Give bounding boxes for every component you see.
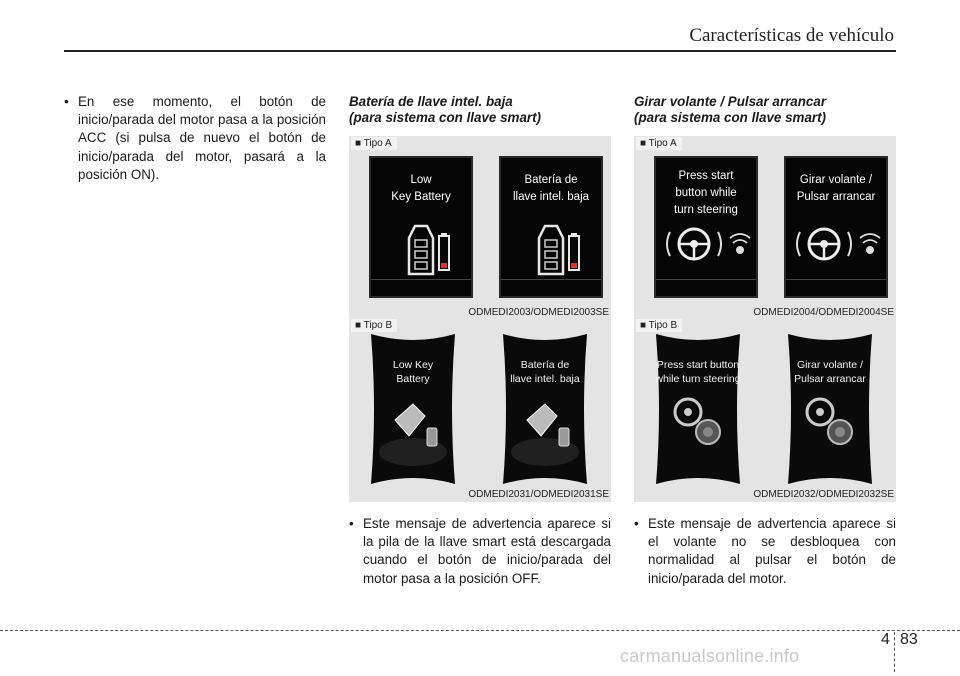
smart-key-battery-icon: [393, 222, 453, 282]
page-number: 83: [900, 631, 918, 648]
smart-key-battery-icon: [523, 222, 583, 282]
figure-turn-steering-tipo-a: [634, 136, 896, 320]
figure-code: ODMEDI2004/ODMEDI2004SE: [753, 307, 894, 318]
middle-text: Este mensaje de advertencia aparece si la pila de la llave smart está descargada cuando el botón de inicio/parada del motor pasa a la posición OFF.: [363, 516, 611, 586]
cluster-panel-english: Press start button while turn steering: [650, 332, 746, 486]
cluster-screen-spanish: Girar volante / Pulsar arrancar: [784, 156, 888, 298]
section-title: Características de vehículo: [689, 25, 894, 46]
cluster-panel-english: Low Key Battery: [365, 332, 461, 486]
figure-code: ODMEDI2003/ODMEDI2003SE: [468, 307, 609, 318]
cluster-screen-english: Press start button while turn steering: [654, 156, 758, 298]
bullet: •: [634, 516, 639, 531]
right-text: Este mensaje de advertencia aparece si el volante no se desbloquea con normalidad al pulsar el botón de inicio/parada del motor.: [648, 516, 896, 586]
bullet: •: [349, 516, 354, 531]
right-paragraph: [634, 515, 896, 588]
tipo-a-tag: ■ Tipo A: [351, 137, 397, 150]
figure-code: ODMEDI2031/ODMEDI2031SE: [468, 489, 609, 500]
page-separator: [894, 632, 895, 672]
left-paragraph: [64, 93, 326, 184]
steering-wheel-icon: [794, 224, 882, 264]
left-text: En ese momento, el botón de inicio/parada del motor pasa a la posición ACC (si pulsa de nuevo el botón de inicio/parada del motor, pasará a la posición ON).: [78, 94, 326, 182]
tipo-b-tag: ■ Tipo B: [636, 319, 682, 332]
steering-wheel-icon: [664, 224, 752, 264]
middle-figure-title: Batería de llave intel. baja (para sistema con llave smart): [349, 94, 542, 125]
bullet: •: [64, 94, 69, 109]
cluster-panel-spanish: Girar volante / Pulsar arrancar: [782, 332, 878, 486]
battery-icon: [559, 428, 569, 446]
chapter-number: 4: [881, 631, 890, 648]
figure-turn-steering-tipo-b: [634, 318, 896, 502]
bottom-dashed-rule: [0, 630, 960, 631]
figure-code: ODMEDI2032/ODMEDI2032SE: [753, 489, 894, 500]
right-figure-title: Girar volante / Pulsar arrancar (para sistema con llave smart): [634, 94, 827, 125]
tipo-a-tag: ■ Tipo A: [636, 137, 682, 150]
top-rule: [64, 50, 896, 52]
figure-low-key-battery-tipo-a: [349, 136, 611, 320]
tipo-b-tag: ■ Tipo B: [351, 319, 397, 332]
battery-icon: [427, 428, 437, 446]
watermark: carmanualsonline.info: [620, 646, 800, 666]
cluster-screen-spanish: Batería de llave intel. baja: [499, 156, 603, 298]
cluster-panel-spanish: Batería de llave intel. baja: [497, 332, 593, 486]
cluster-screen-english: Low Key Battery: [369, 156, 473, 298]
middle-paragraph: [349, 515, 611, 588]
figure-low-key-battery-tipo-b: [349, 318, 611, 502]
